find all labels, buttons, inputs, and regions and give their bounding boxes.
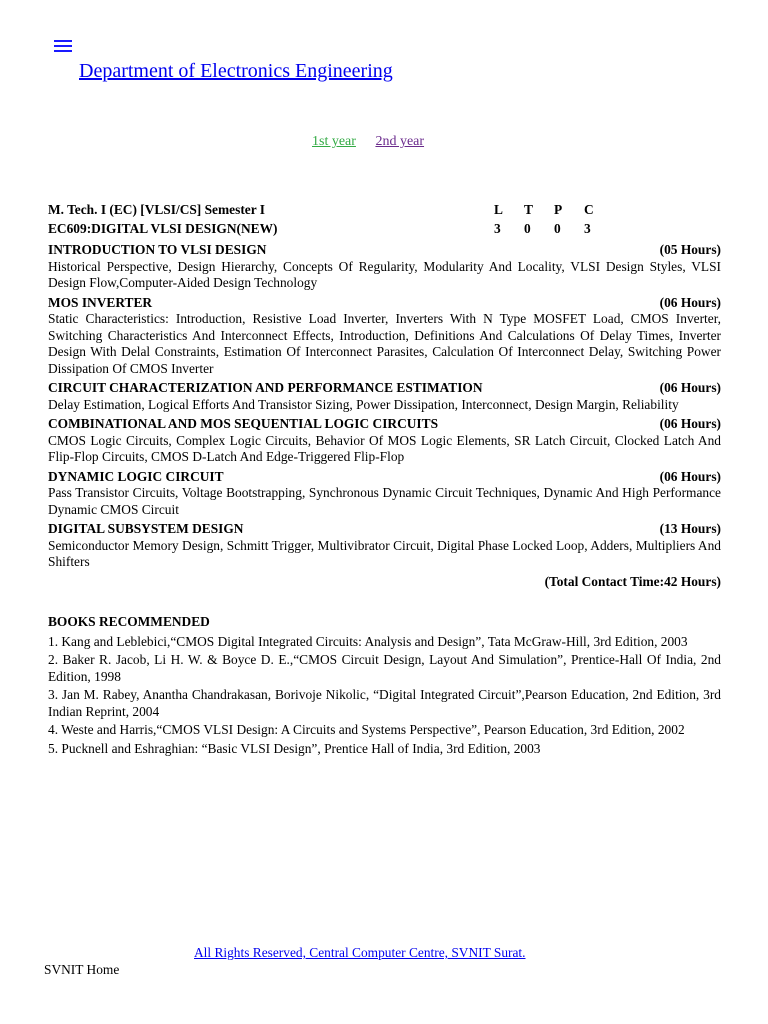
section-title: INTRODUCTION TO VLSI DESIGN bbox=[48, 242, 267, 257]
ltpc-header-t: T bbox=[524, 202, 533, 217]
section-body: Pass Transistor Circuits, Voltage Bootstrapping, Synchronous Dynamic Circuit Techniques, Dynamic And High Performance Dynamic CMOS Circuit bbox=[48, 485, 721, 517]
syllabus-content bbox=[48, 202, 721, 759]
svnit-home-text: SVNIT Home bbox=[44, 962, 120, 977]
books-heading: BOOKS RECOMMENDED bbox=[48, 614, 210, 629]
section-body: CMOS Logic Circuits, Complex Logic Circuits, Behavior Of MOS Logic Elements, SR Latch Circuit, Clocked Latch And Flip-Flop Circuits, CMOS D-Latch And Edge-Triggered Flip-Flop bbox=[48, 432, 721, 464]
section-hours: (06 Hours) bbox=[659, 380, 721, 395]
ltpc-value-c: 3 bbox=[584, 221, 591, 236]
section-heading bbox=[48, 242, 721, 259]
rights-reserved-link[interactable]: All Rights Reserved, Central Computer Centre, SVNIT Surat. bbox=[194, 945, 526, 960]
section-heading bbox=[48, 295, 721, 312]
book-item: 5. Pucknell and Eshraghian: “Basic VLSI Design”, Prentice Hall of India, 3rd Edition, 2003 bbox=[48, 740, 541, 756]
section-heading bbox=[48, 469, 721, 486]
course-program-row bbox=[48, 202, 721, 221]
section-heading bbox=[48, 521, 721, 538]
section-hours: (13 Hours) bbox=[659, 521, 721, 536]
section-heading bbox=[48, 380, 721, 397]
ltpc-header-l: L bbox=[494, 202, 503, 217]
book-item: 1. Kang and Leblebici,“CMOS Digital Integrated Circuits: Analysis and Design”, Tata McGraw-Hill, 3rd Edition, 2003 bbox=[48, 633, 688, 649]
second-year-link[interactable]: 2nd year bbox=[375, 134, 425, 149]
section-title: DIGITAL SUBSYSTEM DESIGN bbox=[48, 521, 244, 536]
total-contact-time: (Total Contact Time:42 Hours) bbox=[544, 573, 721, 589]
ltpc-values bbox=[494, 221, 614, 238]
course-code-row bbox=[48, 221, 721, 240]
section-hours: (06 Hours) bbox=[659, 468, 721, 484]
section-title: CIRCUIT CHARACTERIZATION AND PERFORMANCE ESTIMATION bbox=[48, 380, 483, 395]
section-body: Delay Estimation, Logical Efforts And Transistor Sizing, Power Dissipation, Interconnect, Design Margin, Reliability bbox=[48, 396, 679, 412]
first-year-link[interactable]: 1st year bbox=[312, 134, 356, 149]
course-program: M. Tech. I (EC) [VLSI/CS] Semester I bbox=[48, 202, 265, 217]
ltpc-headers bbox=[494, 202, 614, 219]
department-title-link[interactable]: Department of Electronics Engineering bbox=[79, 60, 393, 82]
ltpc-value-t: 0 bbox=[524, 221, 531, 236]
book-item: 2. Baker R. Jacob, Li H. W. & Boyce D. E.,“CMOS Circuit Design, Layout And Simulation”, Prentice-Hall Of India, 2nd Edition, 1998 bbox=[48, 652, 721, 684]
book-item: 4. Weste and Harris,“CMOS VLSI Design: A Circuits and Systems Perspective”, Pearson Education, 3rd Edition, 2002 bbox=[48, 722, 685, 737]
ltpc-header-c: C bbox=[584, 202, 594, 217]
year-links bbox=[312, 134, 424, 150]
section-heading bbox=[48, 416, 721, 433]
section-hours: (06 Hours) bbox=[659, 416, 721, 431]
section-title: DYNAMIC LOGIC CIRCUIT bbox=[48, 468, 224, 484]
ltpc-value-l: 3 bbox=[494, 221, 501, 236]
section-hours: (06 Hours) bbox=[659, 294, 721, 310]
section-body: Static Characteristics: Introduction, Resistive Load Inverter, Inverters With N Type MOSFET Load, CMOS Inverter, Switching Characteristics And Interconnect Effects, Introduction, Definitions And Calculations Of Delay Times, Inverter Design With Delal Constraints, Estimation Of Interconnect Parasites, Calculation Of Interconnect Delay, Switching Power Dissipation Of CMOS Inverter bbox=[48, 311, 721, 376]
ltpc-header-p: P bbox=[554, 202, 563, 217]
section-body: Historical Perspective, Design Hierarchy, Concepts Of Regularity, Modularity And Locality, VLSI Design Styles, VLSI Design Flow,Computer-Aided Design Technology bbox=[48, 258, 721, 290]
section-title: MOS INVERTER bbox=[48, 294, 153, 310]
section-title: COMBINATIONAL AND MOS SEQUENTIAL LOGIC CIRCUITS bbox=[48, 416, 439, 431]
course-code-name: EC609:DIGITAL VLSI DESIGN(NEW) bbox=[48, 221, 278, 236]
section-body: Semiconductor Memory Design, Schmitt Trigger, Multivibrator Circuit, Digital Phase Locked Loop, Adders, Multipliers And Shifters bbox=[48, 537, 721, 569]
section-hours: (05 Hours) bbox=[659, 242, 721, 257]
ltpc-value-p: 0 bbox=[554, 221, 561, 236]
hamburger-menu-icon[interactable] bbox=[54, 40, 72, 53]
book-item: 3. Jan M. Rabey, Anantha Chandrakasan, Borivoje Nikolic, “Digital Integrated Circuit”,Pearson Education, 2nd Edition, 3rd Indian Reprint, 2004 bbox=[48, 687, 721, 719]
